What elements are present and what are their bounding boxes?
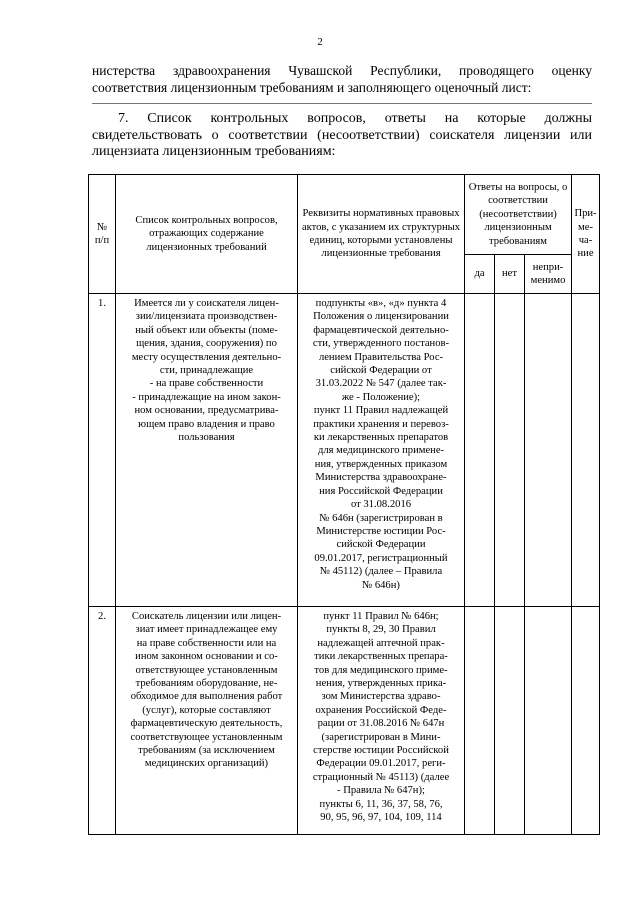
row-number: 2. xyxy=(89,607,116,835)
answer-no-cell xyxy=(495,294,525,607)
answer-not-applicable-cell xyxy=(525,294,572,607)
header-yes: да xyxy=(465,255,495,294)
checklist-table xyxy=(88,174,600,835)
row-question: Имеется ли у соискателя лицен- зии/лицензиата производствен- ный объект или объекты (поме- щения, здания, сооружения) по месту осуществления деятельно- сти, принадлежащие - на праве собственности - принадлежащие на ином закон- ном основании, предусматрива- ющем право владения и право пользования xyxy=(116,294,298,607)
header-notes: При- ме- ча- ние xyxy=(572,175,600,294)
separator-line xyxy=(92,103,592,104)
intro-text: нистерства здравоохранения Чувашской Республики, проводящего оценку соответствия лицензионным требованиям и заполняющего оценочный лист: xyxy=(92,63,592,95)
header-number: № п/п xyxy=(89,175,116,294)
header-no: нет xyxy=(495,255,525,294)
page-number: 2 xyxy=(317,36,323,48)
header-questions: Список контрольных вопросов, отражающих содержание лицензионных требований xyxy=(116,175,298,294)
row-question: Соискатель лицензии или лицен- зиат имеет принадлежащее ему на праве собственности или на ином законном основании и со- ответствующее установленным требованиям оборудование, не- обходимое для выполнения работ (услуг), которые составляют фармацевтическую деятельность, соответствующее установленным требованиям (за исключением медицинских организаций) xyxy=(116,607,298,835)
row-number: 1. xyxy=(89,294,116,607)
row-requisites: подпункты «в», «д» пункта 4 Положения о лицензировании фармацевтической деятельно- сти, утвержденного постанов- лением Правительства Рос- сийской Федерации от 31.03.2022 № 547 (далее так- же - Положение); пункт 11 Правил надлежащей практики хранения и перевоз- ки лекарственных препаратов для медицинского примене- ния, утвержденных приказом Министерства здравоохране- ния Российской Федерации от 31.08.2016 № 646н (зарегистрирован в Министерстве юстиции Рос- сийской Федерации 09.01.2017, регистрационный № 45112) (далее – Правила № 646н) xyxy=(298,294,465,607)
notes-cell xyxy=(572,607,600,835)
answer-yes-cell xyxy=(465,607,495,835)
answer-yes-cell xyxy=(465,294,495,607)
table-row xyxy=(89,607,600,835)
header-requisites: Реквизиты нормативных правовых актов, с указанием их структурных единиц, которыми установлены лицензионные требования xyxy=(298,175,465,294)
section-paragraph: 7. Список контрольных вопросов, ответы на которые должны свидетельствовать о соответствии (несоответствии) соискателя лицензии или лицензиата лицензионным требованиям: xyxy=(92,111,592,159)
table-row xyxy=(89,294,600,607)
answer-no-cell xyxy=(495,607,525,835)
header-answers-group: Ответы на вопросы, о соответствии (несоответствии) лицензионным требованиям xyxy=(465,175,572,255)
answer-not-applicable-cell xyxy=(525,607,572,835)
header-not-applicable: непри- менимо xyxy=(525,255,572,294)
notes-cell xyxy=(572,294,600,607)
row-requisites: пункт 11 Правил № 646н; пункты 8, 29, 30 Правил надлежащей аптечной прак- тики лекарственных препара- тов для медицинского приме- нения, утвержденных прика- зом Министерства здраво- охранения Российской Феде- рации от 31.08.2016 № 647н (зарегистрирован в Мини- стерстве юстиции Российской Федерации 09.01.2017, реги- страционный № 45113) (далее - Правила № 647н); пункты 6, 11, 36, 37, 58, 76, 90, 95, 96, 97, 104, 109, 114 xyxy=(298,607,465,835)
